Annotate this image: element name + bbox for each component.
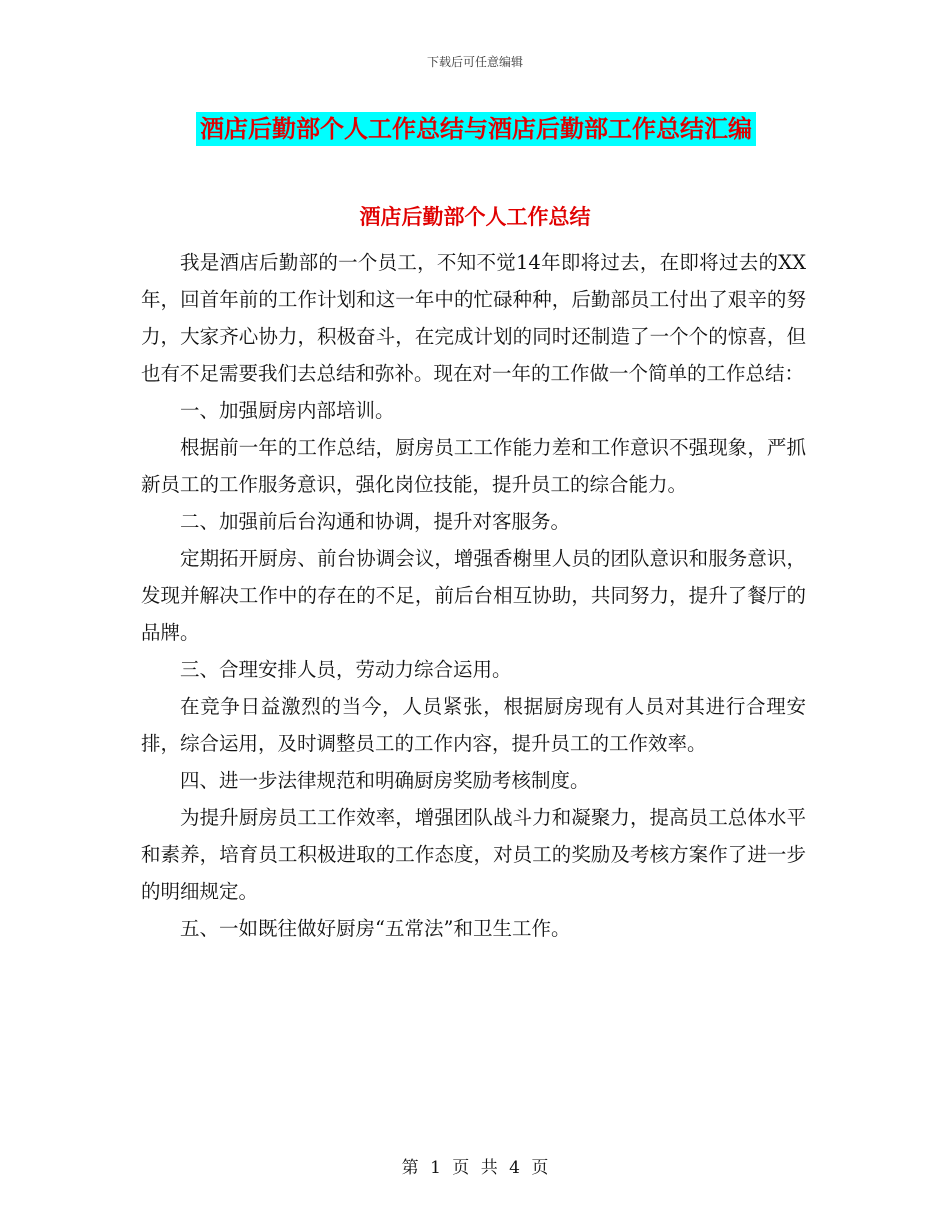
paragraph: 根据前一年的工作总结，厨房员工工作能力差和工作意识不强现象，严抓新员工的工作服务意识，强化岗位技能，提升员工的综合能力。	[141, 436, 806, 496]
paragraph: 三、合理安排人员，劳动力综合运用。	[180, 658, 512, 681]
paragraph: 我是酒店后勤部的一个员工，不知不觉14年即将过去，在即将过去的XX年，回首年前的工作计划和这一年中的忙碌种种，后勤部员工付出了艰辛的努力，大家齐心协力，积极奋斗，在完成计划的同时还制造了一个个的惊喜，但也有不足需要我们去总结和弥补。现在对一年的工作做一个简单的工作总结：	[141, 251, 806, 385]
page-number-footer: 第 1 页 共 4 页	[401, 1158, 549, 1178]
document-title: 酒店后勤部个人工作总结与酒店后勤部工作总结汇编	[196, 112, 756, 146]
paragraph: 五、一如既往做好厨房“五常法”和卫生工作。	[180, 917, 571, 940]
document-body	[141, 244, 806, 947]
paragraph: 四、进一步法律规范和明确厨房奖励考核制度。	[180, 769, 590, 792]
paragraph: 一、加强厨房内部培训。	[180, 399, 395, 422]
section-title: 酒店后勤部个人工作总结	[359, 204, 591, 229]
paragraph: 在竞争日益激烈的当今，人员紧张，根据厨房现有人员对其进行合理安排，综合运用，及时调整员工的工作内容，提升员工的工作效率。	[141, 695, 806, 755]
paragraph: 定期拓开厨房、前台协调会议，增强香榭里人员的团队意识和服务意识，发现并解决工作中的存在的不足，前后台相互协助，共同努力，提升了餐厅的品牌。	[141, 547, 806, 644]
paragraph: 二、加强前后台沟通和协调，提升对客服务。	[180, 510, 571, 533]
paragraph: 为提升厨房员工工作效率，增强团队战斗力和凝聚力，提高员工总体水平和素养，培育员工积极进取的工作态度，对员工的奖励及考核方案作了进一步的明细规定。	[141, 806, 806, 903]
page-header-note: 下载后可任意编辑	[426, 55, 523, 69]
